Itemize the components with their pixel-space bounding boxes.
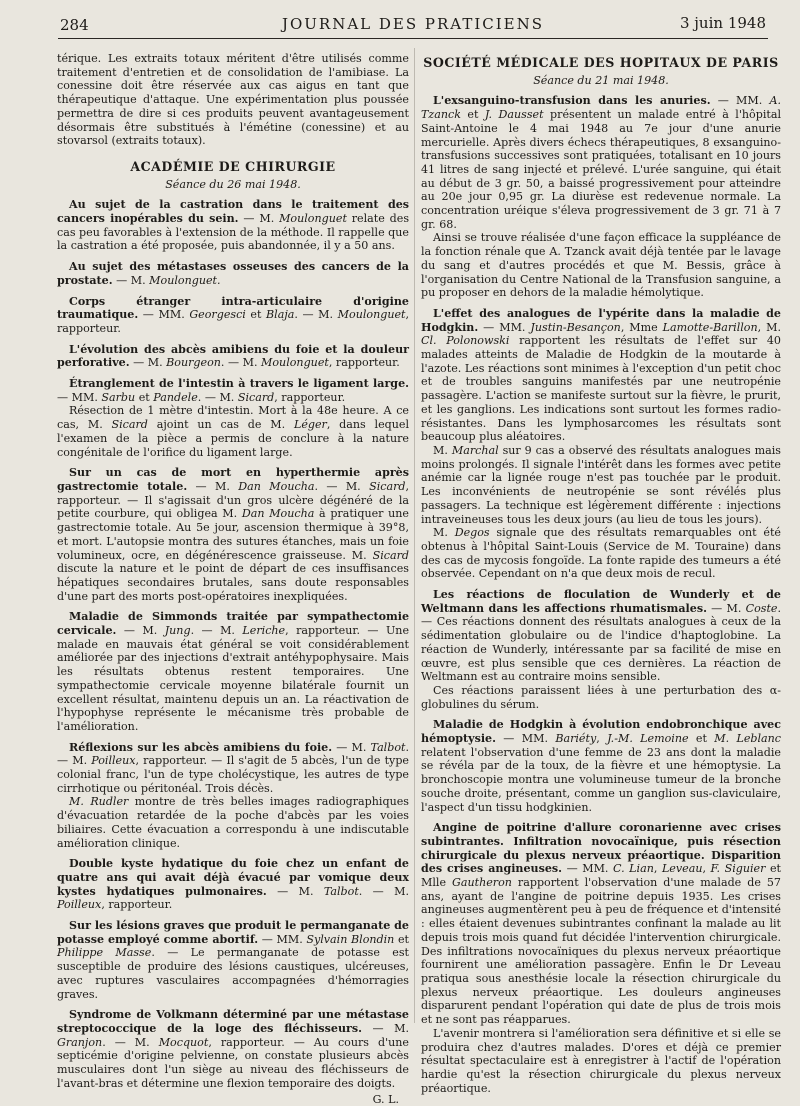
author-name: Sicard xyxy=(237,390,275,404)
right-column xyxy=(421,52,782,1095)
author-name: Dan Moucha xyxy=(238,479,315,493)
article-paragraph xyxy=(421,444,781,526)
separator: — M. xyxy=(112,273,150,287)
article-entry xyxy=(57,610,409,733)
author-name: Poilleux xyxy=(57,898,102,912)
author-name: Sylvain Blondin xyxy=(306,932,395,946)
separator: — M. xyxy=(187,479,239,493)
column-divider xyxy=(414,48,415,1023)
signature: G. L. xyxy=(372,1092,399,1106)
author-name: Marchal xyxy=(451,443,499,457)
separator: — M. xyxy=(238,212,280,226)
article-text: , rapporteur. — Une malade en mauvais état général se voit considérablement améliorée par des injections d'extrait antéhypophysaire. Mais les résultats obtenus restent temporaires. Une sympathectomie cervicale moyenne bilatérale fournit un excellent résultat, maintenu depuis un an. La réactivation de l'hypophyse représente le mécanisme très probable de l'amélioration. xyxy=(57,624,410,733)
article-text: , rapporteur. — Il s'agissait d'un gros ulcère dégénéré de la petite courbure, qui obligea M. xyxy=(57,479,410,521)
article-entry xyxy=(57,198,409,253)
article-text: . — Ces réactions donnent des résultats analogues à ceux de la sédimentation globulaire ou de l'indice d'haptoglobine. La réaction de Wunderly, intéressante par sa facilité de mise en œuvre, est plus sensible que ces dernières. La réaction de Weltmann est au contraire moins sensible. xyxy=(421,601,782,684)
page-number: 284 xyxy=(60,16,89,34)
article-entry xyxy=(57,260,409,287)
author-name: Mocquot xyxy=(158,1035,209,1049)
article-heading: Réflexions sur les abcès amibiens du foie. xyxy=(69,740,333,754)
article-heading: Sur les lésions graves que produit le permanganate de potasse employé comme abortif. xyxy=(57,919,409,946)
article-heading: Étranglement de l'intestin à travers le ligament large. xyxy=(69,377,409,391)
author-name: Jung xyxy=(164,624,191,638)
author-name: Talbot xyxy=(323,884,359,898)
separator: — MM. xyxy=(562,862,614,876)
article-text: . — Le permanganate de potasse est susceptible de produire des lésions caustiques, ulcéreuses, avec ruptures vasculaires accompagnées d'hémorragies graves. xyxy=(57,946,409,1001)
article-entry xyxy=(57,1008,409,1090)
author-name: Bariéty xyxy=(555,732,597,746)
separator: . — M. xyxy=(197,390,238,404)
separator: , xyxy=(596,732,608,746)
separator: — MM. xyxy=(495,732,556,746)
separator: — MM. xyxy=(258,932,307,946)
separator: — M. xyxy=(332,740,371,754)
article-text: , dans lequel l'examen de la pièce a permis de conclure à la nature congénitale de l'orifice du ligament large. xyxy=(57,418,410,459)
article-paragraph xyxy=(421,526,781,581)
separator: — M. xyxy=(266,884,324,898)
running-header xyxy=(60,12,766,38)
article-text: , rapporteur. — Il s'agit de 5 abcès, l'un de type colonial franc, l'un de type cholécystique, les autres de type cirrhotique ou péritonéal. Trois décès. xyxy=(57,754,409,795)
article-text: discute la nature et le point de départ de ces insuffisances hépatiques secondaires brutales, sans doute responsables d'une part des morts post-opératoires inexpliquées. xyxy=(57,562,409,603)
separator: et xyxy=(394,932,409,946)
article-heading: Syndrome de Volkmann déterminé par une métastase streptococcique de la loge des fléchisseurs. xyxy=(57,1008,409,1035)
article-paragraph xyxy=(57,795,409,850)
session-date: Séance du 21 mai 1948. xyxy=(533,73,669,87)
separator: — M. xyxy=(129,356,167,370)
article-text: , rapporteur. xyxy=(328,356,400,370)
article-text: M. xyxy=(433,526,455,540)
article-entry xyxy=(57,741,409,796)
separator: . — M. xyxy=(314,479,370,493)
section-title: ACADÉMIE DE CHIRURGIE xyxy=(130,158,336,174)
author-name: Justin-Besançon xyxy=(530,320,621,334)
header-rule xyxy=(58,38,768,39)
separator: — M. xyxy=(116,624,165,638)
article-entry xyxy=(57,377,409,404)
article-text: , rapporteur. xyxy=(57,308,410,335)
article-text: signale que des résultats remarquables ont été obtenus à l'hôpital Saint-Louis (Service de M. Touraine) dans des cas de mycosis fongoïde. La fonte rapide des tumeurs a été observée. Cependant on n'a que deux mois de recul. xyxy=(421,526,781,581)
article-entry xyxy=(57,295,409,336)
author-name: A. Tzanck xyxy=(421,94,781,122)
separator: . — M. xyxy=(57,740,410,768)
author-name: J.-M. Lemoine xyxy=(607,732,689,746)
article-heading: Les réactions de floculation de Wunderly et de Weltmann dans les affections rhumatismales. xyxy=(421,588,781,615)
author-name: Georgesci xyxy=(189,308,246,322)
separator: et xyxy=(460,108,485,122)
author-name: Dan Moucha xyxy=(241,507,315,521)
separator: . — M. xyxy=(294,308,338,322)
article-text: M. xyxy=(433,443,452,457)
separator: et xyxy=(688,732,715,746)
article-heading: Angine de poitrine d'allure coronarienne avec crises subintrantes. Infiltration novocaïnique, puis résection chirurgicale du plexus nerveux préaortique. Disparition des crises angineuses. xyxy=(421,821,781,876)
article-entry xyxy=(421,588,781,684)
article-text: Résection de 1 mètre d'intestin. Mort à la 48e heure. A ce cas, M. xyxy=(57,404,409,432)
article-text: , rapporteur. xyxy=(101,898,173,912)
author-name: M. Leblanc xyxy=(714,732,782,746)
section-title: SOCIÉTÉ MÉDICALE DES HOPITAUX DE PARIS xyxy=(423,55,779,70)
article-entry xyxy=(57,466,409,603)
article-text: rapportent l'observation d'une malade de 57 ans, ayant de l'angine de poitrine depuis 1935. Les crises angineuses augmentèrent peu à peu de fréquence et d'intensité : elles étaient devenues subintrantes confinant la malade au lit depuis trois mois quand fut décidée l'intervention chirurgicale. Des infiltrations novocaïniques du plexus nerveux préaortique fournirent une amélioration passagère. Enfin le Dr Leveau pratiqua sous anesthésie locale la résection chirurgicale du plexus nerveux préaortique. Les douleurs angineuses disparurent pendant l'opération qui date de plus de trois mois et ne sont pas réapparues. xyxy=(421,876,781,1027)
article-text: , rapporteur. xyxy=(274,390,346,404)
separator: et Mlle xyxy=(421,862,781,890)
author-name: Moulonguet xyxy=(261,356,329,370)
article-heading: Au sujet de la castration dans le traitement des cancers inopérables du sein. xyxy=(57,198,409,226)
article-heading: Corps étranger intra-articulaire d'origine traumatique. xyxy=(57,294,409,322)
intro-paragraph: térique. Les extraits totaux méritent d'être utilisés comme traitement d'entretien et de consolidation de l'amibiase. La conessine doit être réservée aux cas aigus en tant que thérapeutique d'attaque. Une expérimentation plus poussée permettra de dire si ces produits peuvent avantageusement désormais être substitués à l'émétine (conessine) et au stovarsol (extraits totaux). xyxy=(57,52,409,148)
issue-date: 3 juin 1948 xyxy=(679,14,766,32)
article-text: sur 9 cas a observé des résultats analogues mais moins prolongés. Il signale l'intérêt dans les formes avec petite anémie car la lignée rouge n'est pas touchée par le produit. Les inconvénients de neutropénie se sont révélés plus passagers. La technique est légèrement différente : injections intraveineuses tous les deux jours (au lieu de tous les jours). xyxy=(421,443,781,526)
author-name: Moulonguet xyxy=(279,212,347,226)
separator: et xyxy=(135,390,154,404)
separator: et xyxy=(245,308,267,322)
separator: . — M. xyxy=(358,884,410,898)
journal-title: JOURNAL DES PRATICIENS xyxy=(281,15,545,33)
separator: , xyxy=(653,862,662,876)
author-name: Degos xyxy=(454,526,490,540)
article-text: présentent un malade entré à l'hôpital Saint-Antoine le 4 mai 1948 au 7e jour d'une anurie mercurielle. Après divers échecs thérapeutiques, 8 exsanguino-transfusions successives sont pratiquées, totalisant en 10 jours 41 litres de sang injecté et prélevé. L'urée sanguine, qui était au début de 3 gr. 50, a baissé progressivement pour atteindre au 20e jour 0,95 gr. La diurèse est redevenue normale. La concentration uréique s'éleva progressivement de 3 gr. 71 à 7 gr. 68. xyxy=(421,108,781,231)
author-name: Sicard xyxy=(372,548,409,562)
author-name: Leveau xyxy=(661,862,703,876)
author-name: Sicard xyxy=(111,418,148,432)
author-name: Talbot xyxy=(370,740,406,754)
author-name: Granjon xyxy=(57,1035,103,1049)
article-text: , rapporteur. — Au cours d'une septicémie d'origine pelvienne, on constate plusieurs abcès musculaires dont l'un siège au niveau des fléchisseurs de l'avant-bras et détermine une flexion temporaire des doigts. xyxy=(57,1035,409,1090)
separator: . — M. xyxy=(220,356,262,370)
article-paragraph: Ainsi se trouve réalisée d'une façon efficace la suppléance de la fonction rénale que A. Tzanck avait déjà tentée par le lavage du sang et d'autres procédés et que M. Bessis, grâce à l'organisation du Centre National de la Transfusion sanguine, a pu proposer en dehors de la maladie hémolytique. xyxy=(421,231,781,300)
article-paragraph: Ces réactions paraissent liées à une perturbation des α-globulines du sérum. xyxy=(421,683,781,711)
separator: , M. xyxy=(757,320,781,334)
author-name: Lamotte-Barillon xyxy=(662,320,758,334)
article-entry xyxy=(421,94,781,231)
separator: — M. xyxy=(706,601,746,615)
article-entry xyxy=(57,343,409,370)
article-text: montre de très belles images radiographiques d'évacuation retardée de la poche d'abcès par les voies biliaires. Cette évacuation a correspondu à une indiscutable amélioration clinique. xyxy=(57,795,409,850)
author-name: Philippe Masse xyxy=(57,946,152,960)
author-name: C. Lian xyxy=(613,862,654,876)
article-paragraph: L'avenir montrera si l'amélioration sera définitive et si elle se produira chez d'autres malades. D'ores et déjà ce premier résultat spectaculaire est à enregistrer à l'actif de l'opération hardie qu'est la résection chirurgicale du plexus nerveux préaortique. xyxy=(421,1026,781,1095)
article-heading: Au sujet des métastases osseuses des cancers de la prostate. xyxy=(57,260,409,287)
author-name: Gautheron xyxy=(452,876,512,890)
author-name: Cl. Polonowski xyxy=(421,334,510,348)
separator: — MM. xyxy=(57,390,102,404)
separator: — MM. xyxy=(138,308,190,322)
author-name: Moulonguet xyxy=(337,308,406,322)
author-name: Poilleux xyxy=(91,754,136,768)
author-name: Moulonguet. xyxy=(149,273,221,287)
article-entry xyxy=(421,821,781,1027)
left-column xyxy=(57,52,410,1106)
author-name: Sicard xyxy=(369,479,406,493)
article-entry xyxy=(57,919,409,1001)
separator: — MM. xyxy=(478,320,531,334)
article-heading: Maladie de Simmonds traitée par sympathectomie cervicale. xyxy=(57,610,409,638)
article-heading: L'effet des analogues de l'ypérite dans la maladie de Hodgkin. xyxy=(421,306,781,334)
article-heading: L'exsanguino-transfusion dans les anuries. xyxy=(433,94,711,108)
article-paragraph xyxy=(57,404,409,459)
author-name: Blaja xyxy=(266,308,295,322)
article-text: rapportent les résultats de l'effet sur 40 malades atteints de Maladie de Hodgkin de la moutarde à l'azote. Les réactions sont minimes à l'exception d'un petit choc et de troubles sanguins manifestés par une neutropénie passagère. L'action se manifeste surtout sur la fièvre, le prurit, et les ganglions. Les indications sont surtout les formes radio-résistantes. Dans les lymphosarcomes les résultats sont beaucoup plus aléatoires. xyxy=(421,334,781,444)
author-name: M. Rudler xyxy=(69,795,129,809)
author-name: Coste xyxy=(745,601,778,615)
separator: — M. xyxy=(361,1022,409,1035)
separator: , xyxy=(702,862,711,876)
author-name: Pandele xyxy=(153,390,198,404)
article-heading: Double kyste hydatique du foie chez un enfant de quatre ans qui avait déjà évacué par vomique deux kystes hydatiques pulmonaires. xyxy=(57,857,409,898)
article-text: relatent l'observation d'une femme de 23 ans dont la maladie se révéla par de la toux, de la fièvre et une hémoptysie. La bronchoscopie montra une volumineuse tumeur de la bronche souche droite, présentant, comme un ganglion sus-claviculaire, l'aspect d'un tissu hodgkinien. xyxy=(421,745,781,814)
article-text: relate des cas peu favorables à l'extension de la méthode. Il rappelle que la castration a été proposée, puis abandonnée, il y a 50 ans. xyxy=(57,212,410,253)
article-text: ajoint un cas de M. xyxy=(147,418,294,432)
separator: , Mme xyxy=(620,320,663,334)
article-heading: Sur un cas de mort en hyperthermie après gastrectomie totale. xyxy=(57,466,409,493)
article-heading: L'évolution des abcès amibiens du foie et la douleur perforative. xyxy=(57,342,409,370)
article-entry xyxy=(421,718,781,814)
article-heading: Maladie de Hodgkin à évolution endobronchique avec hémoptysie. xyxy=(421,718,781,746)
separator: . — M. xyxy=(102,1035,159,1049)
article-entry xyxy=(57,857,409,912)
separator: — MM. xyxy=(710,94,770,108)
separator: . — M. xyxy=(190,624,243,638)
article-text: à pratiquer une gastrectomie totale. Au 5e jour, ascension thermique à 39°8, et mort. L'autopsie montra des sutures étanches, mais un foie volumineux, ocre, en dégénérescence graisseuse. M. xyxy=(57,507,409,562)
session-date: Séance du 26 mai 1948. xyxy=(165,177,301,191)
author-name: Bourgeon xyxy=(166,356,221,370)
author-name: J. Dausset xyxy=(484,108,544,122)
author-name: Sarbu xyxy=(101,390,136,404)
author-name: F. Siguier xyxy=(710,862,766,876)
author-name: Leriche xyxy=(242,624,286,638)
author-name: Léger xyxy=(293,418,327,432)
article-entry xyxy=(421,307,781,444)
